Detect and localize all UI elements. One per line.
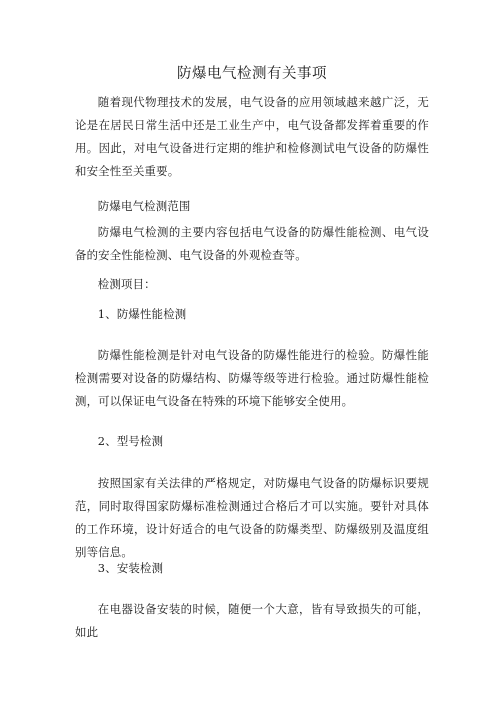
section-heading-2: 2、型号检测 [97,434,164,448]
section-heading-3: 3、安装检测 [97,561,164,575]
items-heading: 检测项目： [97,277,156,291]
section-paragraph-3: 在电器设备安装的时候，随便一个大意，皆有导致损失的可能，如此 [75,602,429,639]
intro-paragraph: 随着现代物理技术的发展，电气设备的应用领域越来越广泛，无论是在居民日常生活中还是工业生产中，电气设备都发挥着重要的作用。因此，对电气设备进行定期的维护和检修测试电气设备的防爆性和安全性至关重要。 [75,95,429,178]
scope-paragraph: 防爆电气检测的主要内容包括电气设备的防爆性能检测、电气设备的安全性能检测、电气设备的外观检查等。 [75,225,429,262]
section-heading-1: 1、防爆性能检测 [97,307,187,321]
scope-heading: 防爆电气检测范围 [97,199,191,213]
section-paragraph-2: 按照国家有关法律的严格规定，对防爆电气设备的防爆标识要规范，同时取得国家防爆标准检测通过合格后才可以实施。要针对具体的工作环境，设计好适合的电气设备的防爆类型、防爆级别及温度组别等信息。 [75,476,429,559]
section-paragraph-1: 防爆性能检测是针对电气设备的防爆性能进行的检验。防爆性能检测需要对设备的防爆结构、防爆等级等进行检验。通过防爆性能检测，可以保证电气设备在特殊的环境下能够安全使用。 [75,348,429,408]
document-title: 防爆电气检测有关事项 [177,66,327,82]
